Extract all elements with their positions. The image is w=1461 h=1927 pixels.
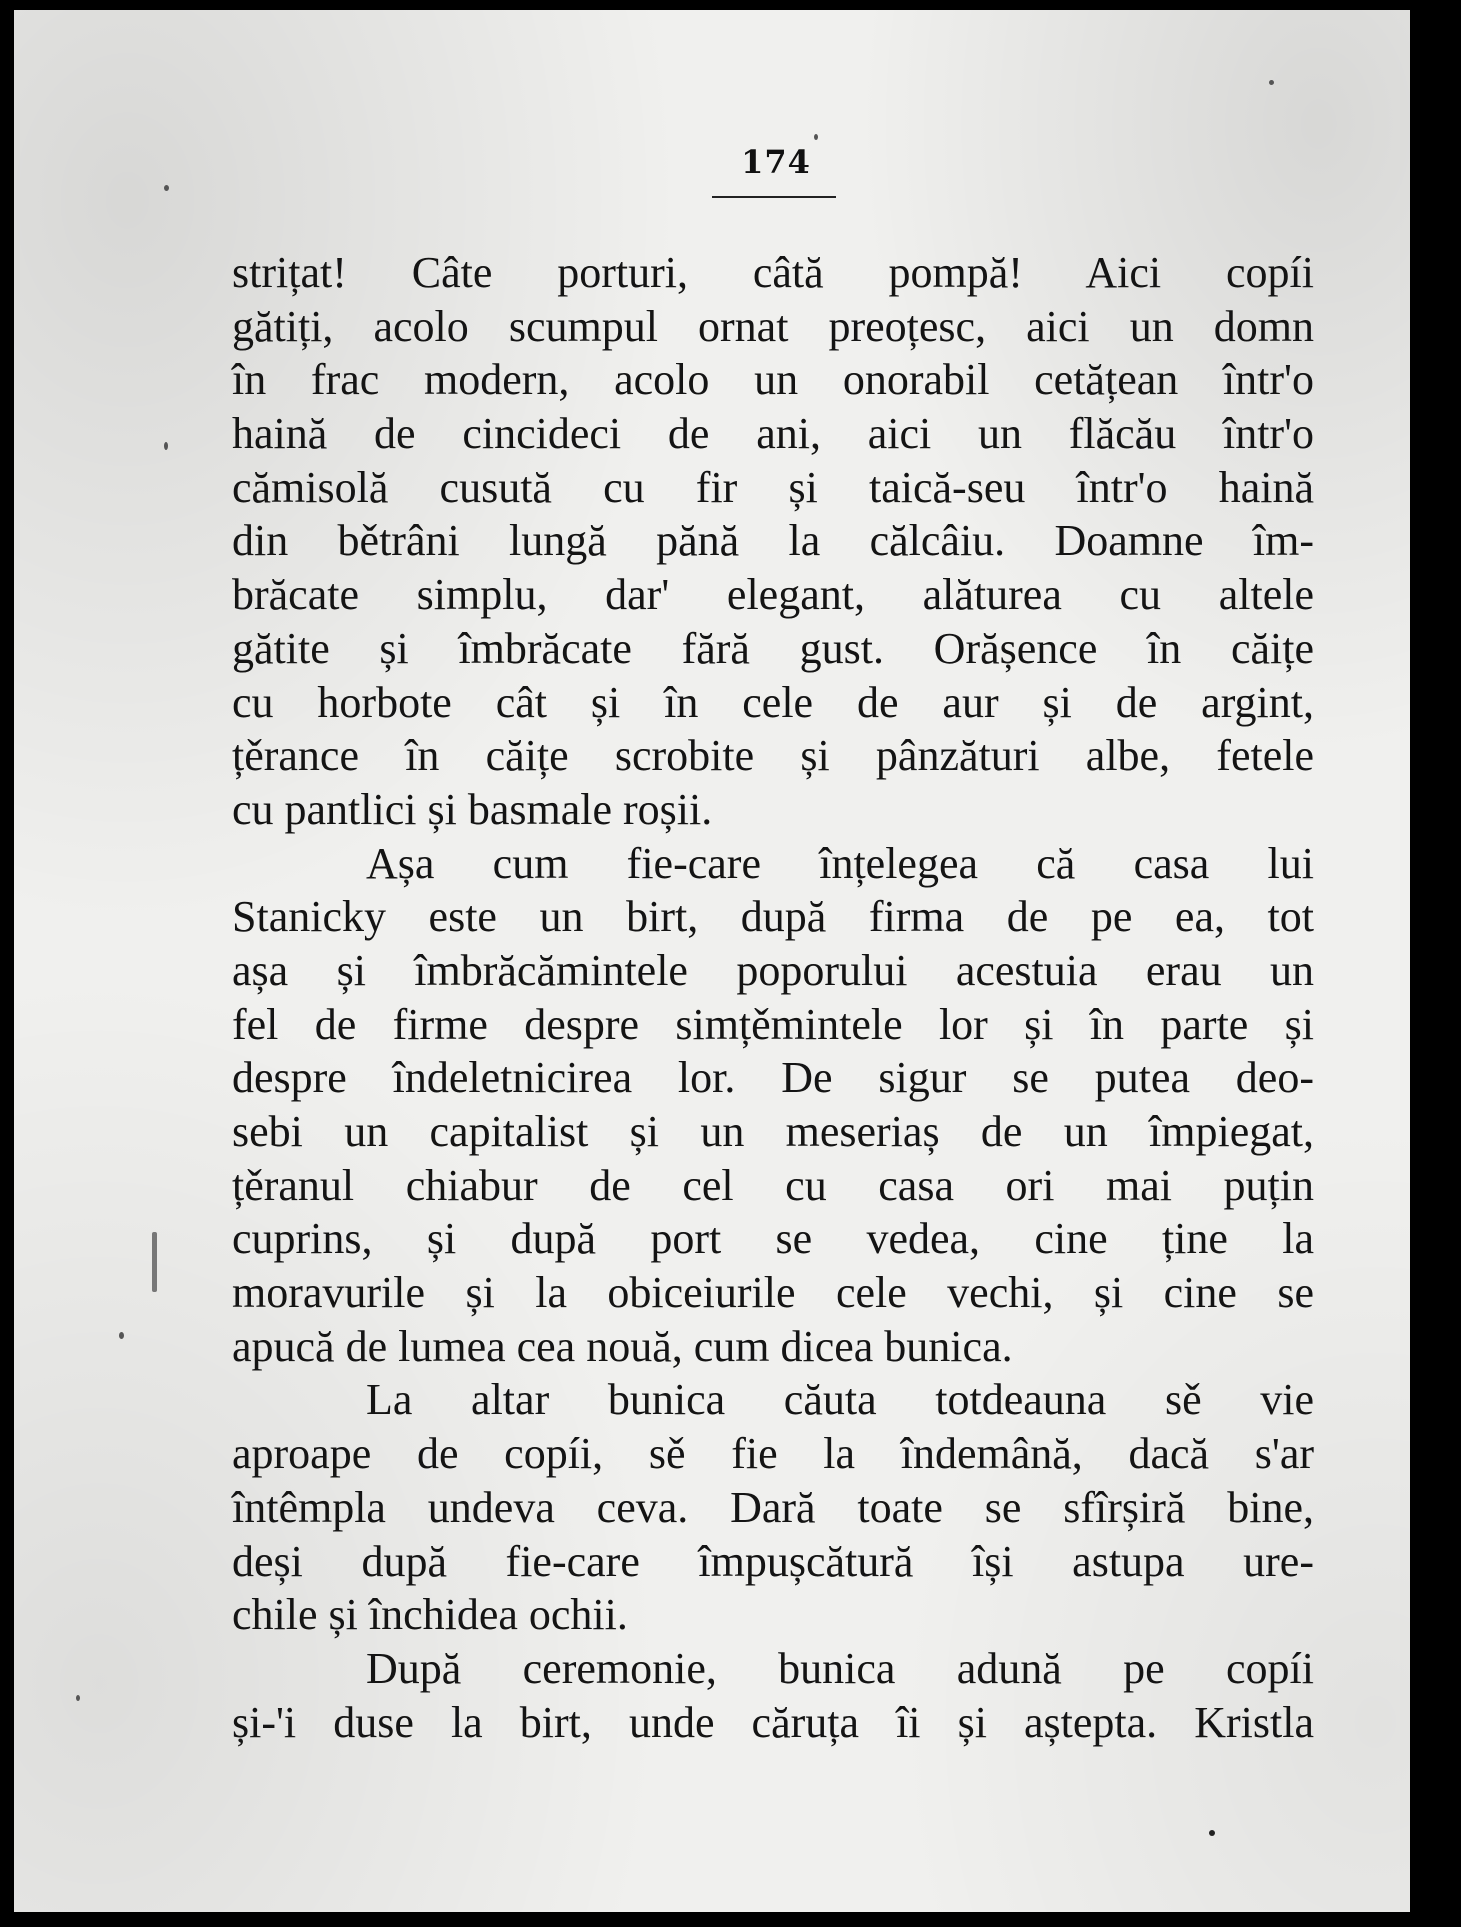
text-line: întêmpla undeva ceva. Dară toate se sfîrșiră bine, <box>232 1482 1314 1532</box>
text-line: brăcate simplu, dar' elegant, alăturea cu altele <box>232 570 1314 620</box>
scan-speck <box>164 442 168 450</box>
text-line: aproape de copíi, sě fie la îndemână, dacă s'ar <box>232 1429 1314 1479</box>
text-line: și-'i duse la birt, unde căruța îi și aștepta. Kristla <box>232 1697 1314 1747</box>
text-line: despre îndeletnicirea lor. De sigur se putea deo- <box>232 1053 1314 1103</box>
page-number-rule <box>712 196 836 198</box>
text-line: deși după fie-care împușcătură își astupa ure- <box>232 1536 1314 1586</box>
scanned-page <box>14 10 1432 1912</box>
text-line: apucă de lumea cea nouă, cum dicea bunica. <box>232 1321 1013 1371</box>
text-line: După ceremonie, bunica adună pe copíi <box>366 1643 1314 1693</box>
scan-speck <box>1269 80 1274 85</box>
text-line: în frac modern, acolo un onorabil cetățean într'o <box>232 355 1314 405</box>
text-line: fel de firme despre simțěmintele lor și în parte și <box>232 999 1314 1049</box>
text-line: gătite și îmbrăcate fără gust. Orășence în căițe <box>232 623 1314 673</box>
text-line: moravurile și la obiceiurile cele vechi, și cine se <box>232 1268 1314 1318</box>
text-line: gătiți, acolo scumpul ornat preoțesc, aici un domn <box>232 301 1314 351</box>
text-line: cu horbote cât și în cele de aur și de argint, <box>232 677 1314 727</box>
scan-speck <box>814 134 818 140</box>
scan-speck <box>1209 1830 1215 1836</box>
text-line: din bětrâni lungă pănă la călcâiu. Doamne îm- <box>232 516 1314 566</box>
text-line: La altar bunica căuta totdeauna sě vie <box>366 1375 1314 1425</box>
text-line: chile și închidea ochii. <box>232 1590 628 1640</box>
scan-speck <box>76 1695 80 1701</box>
scan-speck <box>152 1232 157 1292</box>
page-number: 174 <box>741 143 811 181</box>
text-line: țěranul chiabur de cel cu casa ori mai puțin <box>232 1160 1314 1210</box>
scan-speck <box>119 1332 124 1339</box>
text-line: Așa cum fie-care înțelegea că casa lui <box>366 838 1314 888</box>
text-line: țěrance în căițe scrobite și pânzături albe, fetele <box>232 731 1314 781</box>
text-line: Stanicky este un birt, după firma de pe ea, tot <box>232 892 1314 942</box>
body-text <box>232 246 1314 1749</box>
text-line: haină de cincideci de ani, aici un flăcău într'o <box>232 409 1314 459</box>
page-edge-shadow <box>1410 10 1432 1912</box>
text-line: strițat! Câte porturi, câtă pompă! Aici copíi <box>232 248 1314 297</box>
text-line: cămisolă cusută cu fir și taică-seu într'o haină <box>232 462 1314 512</box>
text-line: cu pantlici și basmale roșii. <box>232 784 713 834</box>
text-line: cuprins, și după port se vedea, cine ține la <box>232 1214 1314 1264</box>
text-line: așa și îmbrăcămintele poporului acestuia erau un <box>232 945 1314 995</box>
text-line: sebi un capitalist și un meseriaș de un împiegat, <box>232 1107 1314 1156</box>
scan-speck <box>164 185 169 191</box>
